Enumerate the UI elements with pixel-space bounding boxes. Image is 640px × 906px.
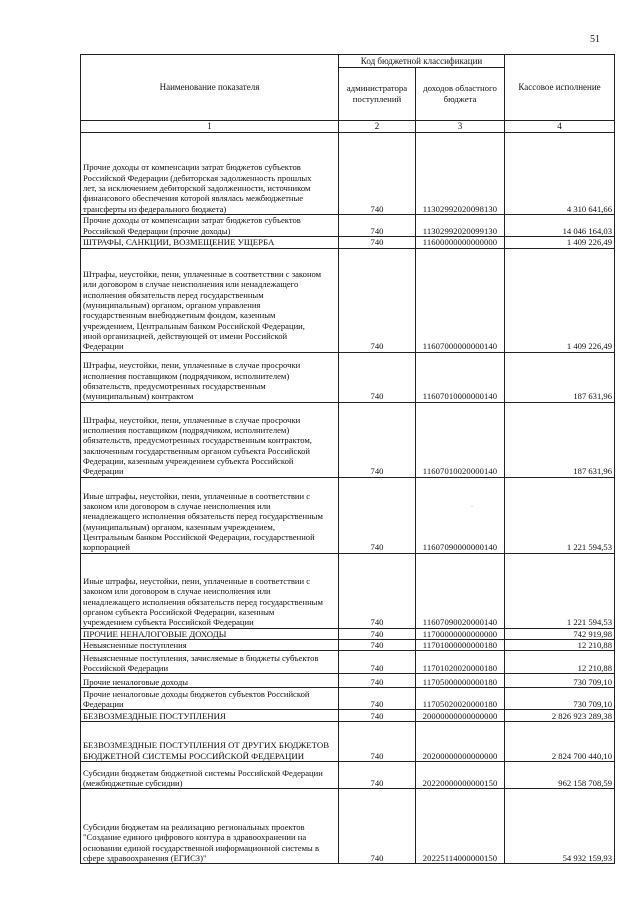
row-income-code: 11607010000000140 (416, 352, 505, 402)
row-name: Штрафы, неустойки, пени, уплаченные в случае просрочки исполнения поставщиком (подрядчиком, исполнителем) обязательств, предусмотренных государственным контрактом, заключенным государственным органом субъекта Российской Федерации, казенным учреждением субъекта Российской Федерации (81, 402, 339, 477)
table-row (81, 215, 615, 237)
row-income-code: 11705000000000180 (416, 674, 505, 688)
row-admin-code: 740 (339, 237, 416, 249)
column-number-2: 2 (339, 121, 416, 133)
table-row (81, 402, 615, 477)
row-admin-code: 740 (339, 722, 416, 762)
row-name: Штрафы, неустойки, пени, уплаченные в соответствии с законом или договором в случае неисполнения или ненадлежащего исполнения обязательств перед государственным (муниципальным) органом, органом управления государственным внебюджетным фондом, казенным учреждением, Центральным банком Российской Федерации, иной организацией, действующей от имени Российской Федерации (81, 248, 339, 352)
row-admin-code: 740 (339, 640, 416, 651)
page-number: 51 (590, 34, 600, 45)
row-admin-code: 740 (339, 215, 416, 237)
row-income-code: 20000000000000000 (416, 710, 505, 722)
row-admin-code: 740 (339, 248, 416, 352)
header-execution-column: Кассовое исполнение (505, 55, 615, 121)
column-number-1: 1 (81, 121, 339, 133)
row-amount: 4 310 641,66 (505, 133, 615, 215)
row-name: Невыясненные поступления (81, 640, 339, 651)
row-income-code: 20220000000000150 (416, 762, 505, 789)
row-amount: 187 631,96 (505, 402, 615, 477)
row-admin-code: 740 (339, 477, 416, 553)
row-name: Субсидии бюджетам на реализацию региональных проектов "Создание единого цифрового контура в здравоохранении на основании единой государственной информационной системы в сфере здравоохранения (ЕГИСЗ)" (81, 789, 339, 864)
table-row (81, 688, 615, 710)
row-admin-code: 740 (339, 762, 416, 789)
row-income-code: 11701020020000180 (416, 651, 505, 674)
header-classification-group: Код бюджетной классификации (339, 55, 505, 68)
row-amount: 742 919,98 (505, 628, 615, 640)
row-admin-code: 740 (339, 553, 416, 628)
row-amount: 1 409 226,49 (505, 237, 615, 249)
row-amount: 730 709,10 (505, 674, 615, 688)
header-name-column: Наименование показателя (81, 55, 339, 121)
table-row (81, 553, 615, 628)
row-name: Невыясненные поступления, зачисляемые в бюджеты субъектов Российской Федерации (81, 651, 339, 674)
table-row (81, 762, 615, 789)
row-name: Прочие неналоговые доходы бюджетов субъектов Российской Федерации (81, 688, 339, 710)
table-row (81, 477, 615, 553)
row-name: ПРОЧИЕ НЕНАЛОГОВЫЕ ДОХОДЫ (81, 628, 339, 640)
header-income-column: доходов областного бюджета (416, 68, 505, 121)
scan-speck: · (471, 504, 473, 510)
row-income-code: 11302992020098130 (416, 133, 505, 215)
row-amount: 1 221 594,53 (505, 553, 615, 628)
row-admin-code: 740 (339, 628, 416, 640)
table-row (81, 133, 615, 215)
row-name: БЕЗВОЗМЕЗДНЫЕ ПОСТУПЛЕНИЯ (81, 710, 339, 722)
row-amount: 12 210,88 (505, 651, 615, 674)
row-name: Субсидии бюджетам бюджетной системы Российской Федерации (межбюджетные субсидии) (81, 762, 339, 789)
row-income-code: 20200000000000000 (416, 722, 505, 762)
row-admin-code: 740 (339, 352, 416, 402)
row-income-code: 11600000000000000 (416, 237, 505, 249)
row-income-code: 11700000000000000 (416, 628, 505, 640)
row-name: Прочие неналоговые доходы (81, 674, 339, 688)
row-amount: 12 210,88 (505, 640, 615, 651)
row-income-code: 11607090000000140 (416, 477, 505, 553)
row-name: Штрафы, неустойки, пени, уплаченные в случае просрочки исполнения поставщиком (подрядчиком, исполнителем) обязательств, предусмотренных государственным (муниципальным) контрактом (81, 352, 339, 402)
row-name: Прочие доходы от компенсации затрат бюджетов субъектов Российской Федерации (прочие доходы) (81, 215, 339, 237)
budget-table (80, 54, 615, 864)
row-name: ШТРАФЫ, САНКЦИИ, ВОЗМЕЩЕНИЕ УЩЕРБА (81, 237, 339, 249)
table-row (81, 651, 615, 674)
row-amount: 730 709,10 (505, 688, 615, 710)
row-amount: 1 221 594,53 (505, 477, 615, 553)
table-row (81, 640, 615, 651)
row-income-code: 20225114000000150 (416, 789, 505, 864)
row-name: Иные штрафы, неустойки, пени, уплаченные в соответствии с законом или договором в случае неисполнения или ненадлежащего исполнения обязательств перед государственным (муниципальным) органом, казенным учреждением, Центральным банком Российской Федерации, государственной корпорацией (81, 477, 339, 553)
row-admin-code: 740 (339, 674, 416, 688)
row-name: Прочие доходы от компенсации затрат бюджетов субъектов Российской Федерации (дебиторская задолженность прошлых лет, за исключением дебиторской задолженности, источником финансового обеспечения которой являлась межбюджетные трансферты из федерального бюджета) (81, 133, 339, 215)
row-admin-code: 740 (339, 651, 416, 674)
row-amount: 54 932 159,93 (505, 789, 615, 864)
table-row (81, 789, 615, 864)
header-admin-column: администратора поступлений (339, 68, 416, 121)
column-number-4: 4 (505, 121, 615, 133)
row-name: Иные штрафы, неустойки, пени, уплаченные в соответствии с законом или договором в случае неисполнения или ненадлежащего исполнения обязательств перед государственным органом субъекта Российской Федерации, казенным учреждением субъекта Российской Федерации (81, 553, 339, 628)
row-admin-code: 740 (339, 789, 416, 864)
row-amount: 962 158 708,59 (505, 762, 615, 789)
table-row (81, 352, 615, 402)
row-amount: 187 631,96 (505, 352, 615, 402)
row-income-code: 11607010020000140 (416, 402, 505, 477)
row-admin-code: 740 (339, 133, 416, 215)
table-row (81, 710, 615, 722)
table-row (81, 628, 615, 640)
row-admin-code: 740 (339, 688, 416, 710)
row-amount: 2 826 923 289,38 (505, 710, 615, 722)
table-row (81, 237, 615, 249)
table-row (81, 722, 615, 762)
row-admin-code: 740 (339, 710, 416, 722)
table-row (81, 674, 615, 688)
row-admin-code: 740 (339, 402, 416, 477)
row-income-code: 11607090020000140 (416, 553, 505, 628)
row-name: БЕЗВОЗМЕЗДНЫЕ ПОСТУПЛЕНИЯ ОТ ДРУГИХ БЮДЖЕТОВ БЮДЖЕТНОЙ СИСТЕМЫ РОССИЙСКОЙ ФЕДЕРАЦИИ (81, 722, 339, 762)
column-number-3: 3 (416, 121, 505, 133)
row-amount: 1 409 226,49 (505, 248, 615, 352)
row-amount: 2 824 700 440,10 (505, 722, 615, 762)
row-income-code: 11302992020099130 (416, 215, 505, 237)
row-income-code: 11701000000000180 (416, 640, 505, 651)
table-row (81, 248, 615, 352)
row-income-code: 11607000000000140 (416, 248, 505, 352)
row-income-code: 11705020020000180 (416, 688, 505, 710)
row-amount: 14 046 164,03 (505, 215, 615, 237)
